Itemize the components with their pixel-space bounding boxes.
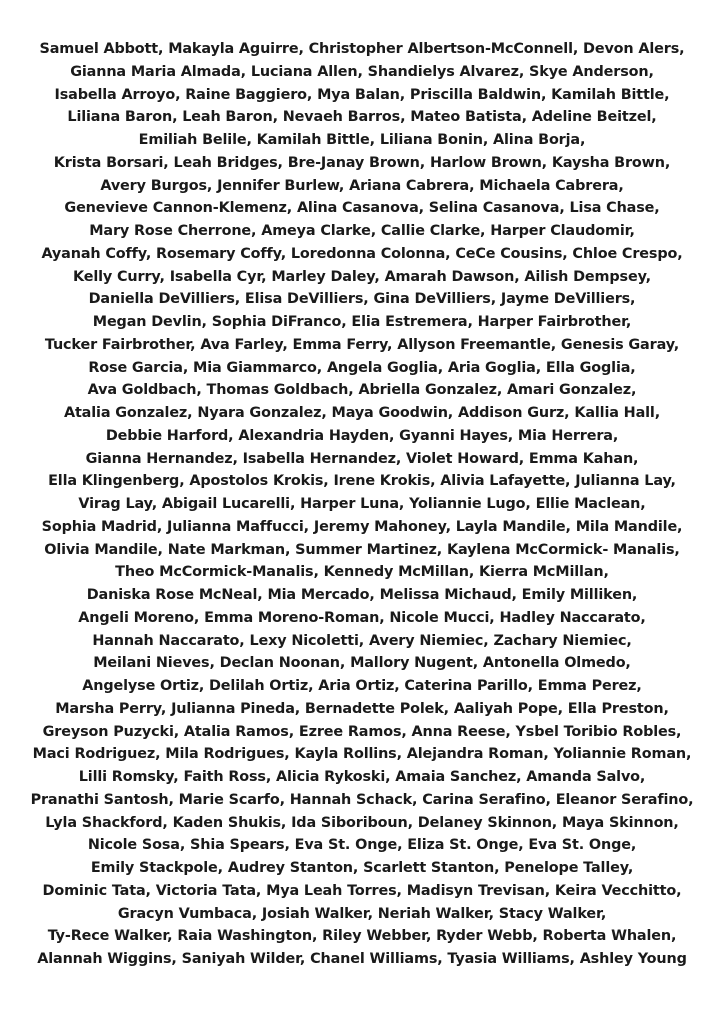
name-line: Ty-Rece Walker, Raia Washington, Riley Webber, Ryder Webb, Roberta Whalen,: [47, 927, 677, 945]
name-line: Emiliah Belile, Kamilah Bittle, Liliana Bonin, Alina Borja,: [138, 131, 586, 148]
name-line: Ayanah Coffy, Rosemary Coffy, Loredonna Colonna, CeCe Cousins, Chloe Crespo,: [41, 244, 683, 262]
name-line: Maci Rodriguez, Mila Rodrigues, Kayla Rollins, Alejandra Roman, Yoliannie Roman,: [32, 745, 692, 763]
name-line: Daniella DeVilliers, Elisa DeVilliers, Gina DeVilliers, Jayme DeVilliers,: [88, 290, 636, 308]
name-line: Samuel Abbott, Makayla Aguirre, Christopher Albertson-McConnell, Devon Alers,: [39, 40, 685, 57]
name-line: Sophia Madrid, Julianna Maffucci, Jeremy Mahoney, Layla Mandile, Mila Mandile,: [41, 517, 683, 535]
name-line: Avery Burgos, Jennifer Burlew, Ariana Cabrera, Michaela Cabrera,: [100, 176, 624, 194]
name-line: Angelyse Ortiz, Delilah Ortiz, Aria Ortiz, Caterina Parillo, Emma Perez,: [82, 677, 642, 694]
names-list: [0, 38, 724, 971]
name-line: Daniska Rose McNeal, Mia Mercado, Melissa Michaud, Emily Milliken,: [86, 586, 638, 603]
name-line: Angeli Moreno, Emma Moreno-Roman, Nicole Mucci, Hadley Naccarato,: [78, 608, 646, 626]
name-line: Tucker Fairbrother, Ava Farley, Emma Ferry, Allyson Freemantle, Genesis Garay,: [44, 335, 680, 353]
name-line: Liliana Baron, Leah Baron, Nevaeh Barros, Mateo Batista, Adeline Beitzel,: [67, 108, 657, 126]
name-line: Megan Devlin, Sophia DiFranco, Elia Estremera, Harper Fairbrother,: [92, 313, 632, 330]
name-line: Marsha Perry, Julianna Pineda, Bernadette Polek, Aaliyah Pope, Ella Preston,: [55, 699, 669, 717]
name-line: Genevieve Cannon-Klemenz, Alina Casanova, Selina Casanova, Lisa Chase,: [64, 199, 660, 217]
name-line: Virag Lay, Abigail Lucarelli, Harper Luna, Yoliannie Lugo, Ellie Maclean,: [78, 495, 646, 512]
name-line: Debbie Harford, Alexandria Hayden, Gyanni Hayes, Mia Herrera,: [105, 426, 619, 444]
name-line: Atalia Gonzalez, Nyara Gonzalez, Maya Goodwin, Addison Gurz, Kallia Hall,: [63, 404, 661, 421]
name-line: Lilli Romsky, Faith Ross, Alicia Rykoski, Amaia Sanchez, Amanda Salvo,: [78, 768, 646, 785]
name-line: Nicole Sosa, Shia Spears, Eva St. Onge, Eliza St. Onge, Eva St. Onge,: [87, 836, 637, 854]
name-line: Rose Garcia, Mia Giammarco, Angela Goglia, Aria Goglia, Ella Goglia,: [88, 358, 636, 376]
name-line: Ava Goldbach, Thomas Goldbach, Abriella Gonzalez, Amari Gonzalez,: [87, 381, 637, 399]
name-line: Theo McCormick-Manalis, Kennedy McMillan, Kierra McMillan,: [115, 563, 609, 581]
name-line: Emily Stackpole, Audrey Stanton, Scarlett Stanton, Penelope Talley,: [90, 859, 634, 876]
name-line: Krista Borsari, Leah Bridges, Bre-Janay Brown, Harlow Brown, Kaysha Brown,: [53, 153, 671, 171]
name-line: Meilani Nieves, Declan Noonan, Mallory Nugent, Antonella Olmedo,: [93, 654, 631, 672]
name-line: Lyla Shackford, Kaden Shukis, Ida Siboriboun, Delaney Skinnon, Maya Skinnon,: [45, 813, 679, 831]
name-line: Hannah Naccarato, Lexy Nicoletti, Avery Niemiec, Zachary Niemiec,: [92, 631, 632, 649]
name-line: Kelly Curry, Isabella Cyr, Marley Daley, Amarah Dawson, Ailish Dempsey,: [72, 267, 652, 285]
name-line: Mary Rose Cherrone, Ameya Clarke, Callie Clarke, Harper Claudomir,: [89, 222, 635, 239]
name-line: Olivia Mandile, Nate Markman, Summer Martinez, Kaylena McCormick- Manalis,: [44, 540, 680, 558]
name-line: Alannah Wiggins, Saniyah Wilder, Chanel Williams, Tyasia Williams, Ashley Young: [37, 950, 687, 967]
name-line: Ella Klingenberg, Apostolos Krokis, Irene Krokis, Alivia Lafayette, Julianna Lay,: [48, 472, 676, 490]
name-line: Gianna Hernandez, Isabella Hernandez, Violet Howard, Emma Kahan,: [85, 449, 639, 467]
name-line: Greyson Puzycki, Atalia Ramos, Ezree Ramos, Anna Reese, Ysbel Toribio Robles,: [42, 722, 682, 740]
name-line: Gracyn Vumbaca, Josiah Walker, Neriah Walker, Stacy Walker,: [117, 904, 607, 922]
name-line: Isabella Arroyo, Raine Baggiero, Mya Balan, Priscilla Baldwin, Kamilah Bittle,: [54, 85, 670, 103]
name-line: Pranathi Santosh, Marie Scarfo, Hannah Schack, Carina Serafino, Eleanor Serafino,: [30, 790, 694, 808]
name-line: Dominic Tata, Victoria Tata, Mya Leah Torres, Madisyn Trevisan, Keira Vecchitto,: [42, 881, 682, 899]
name-line: Gianna Maria Almada, Luciana Allen, Shandielys Alvarez, Skye Anderson,: [70, 62, 654, 80]
